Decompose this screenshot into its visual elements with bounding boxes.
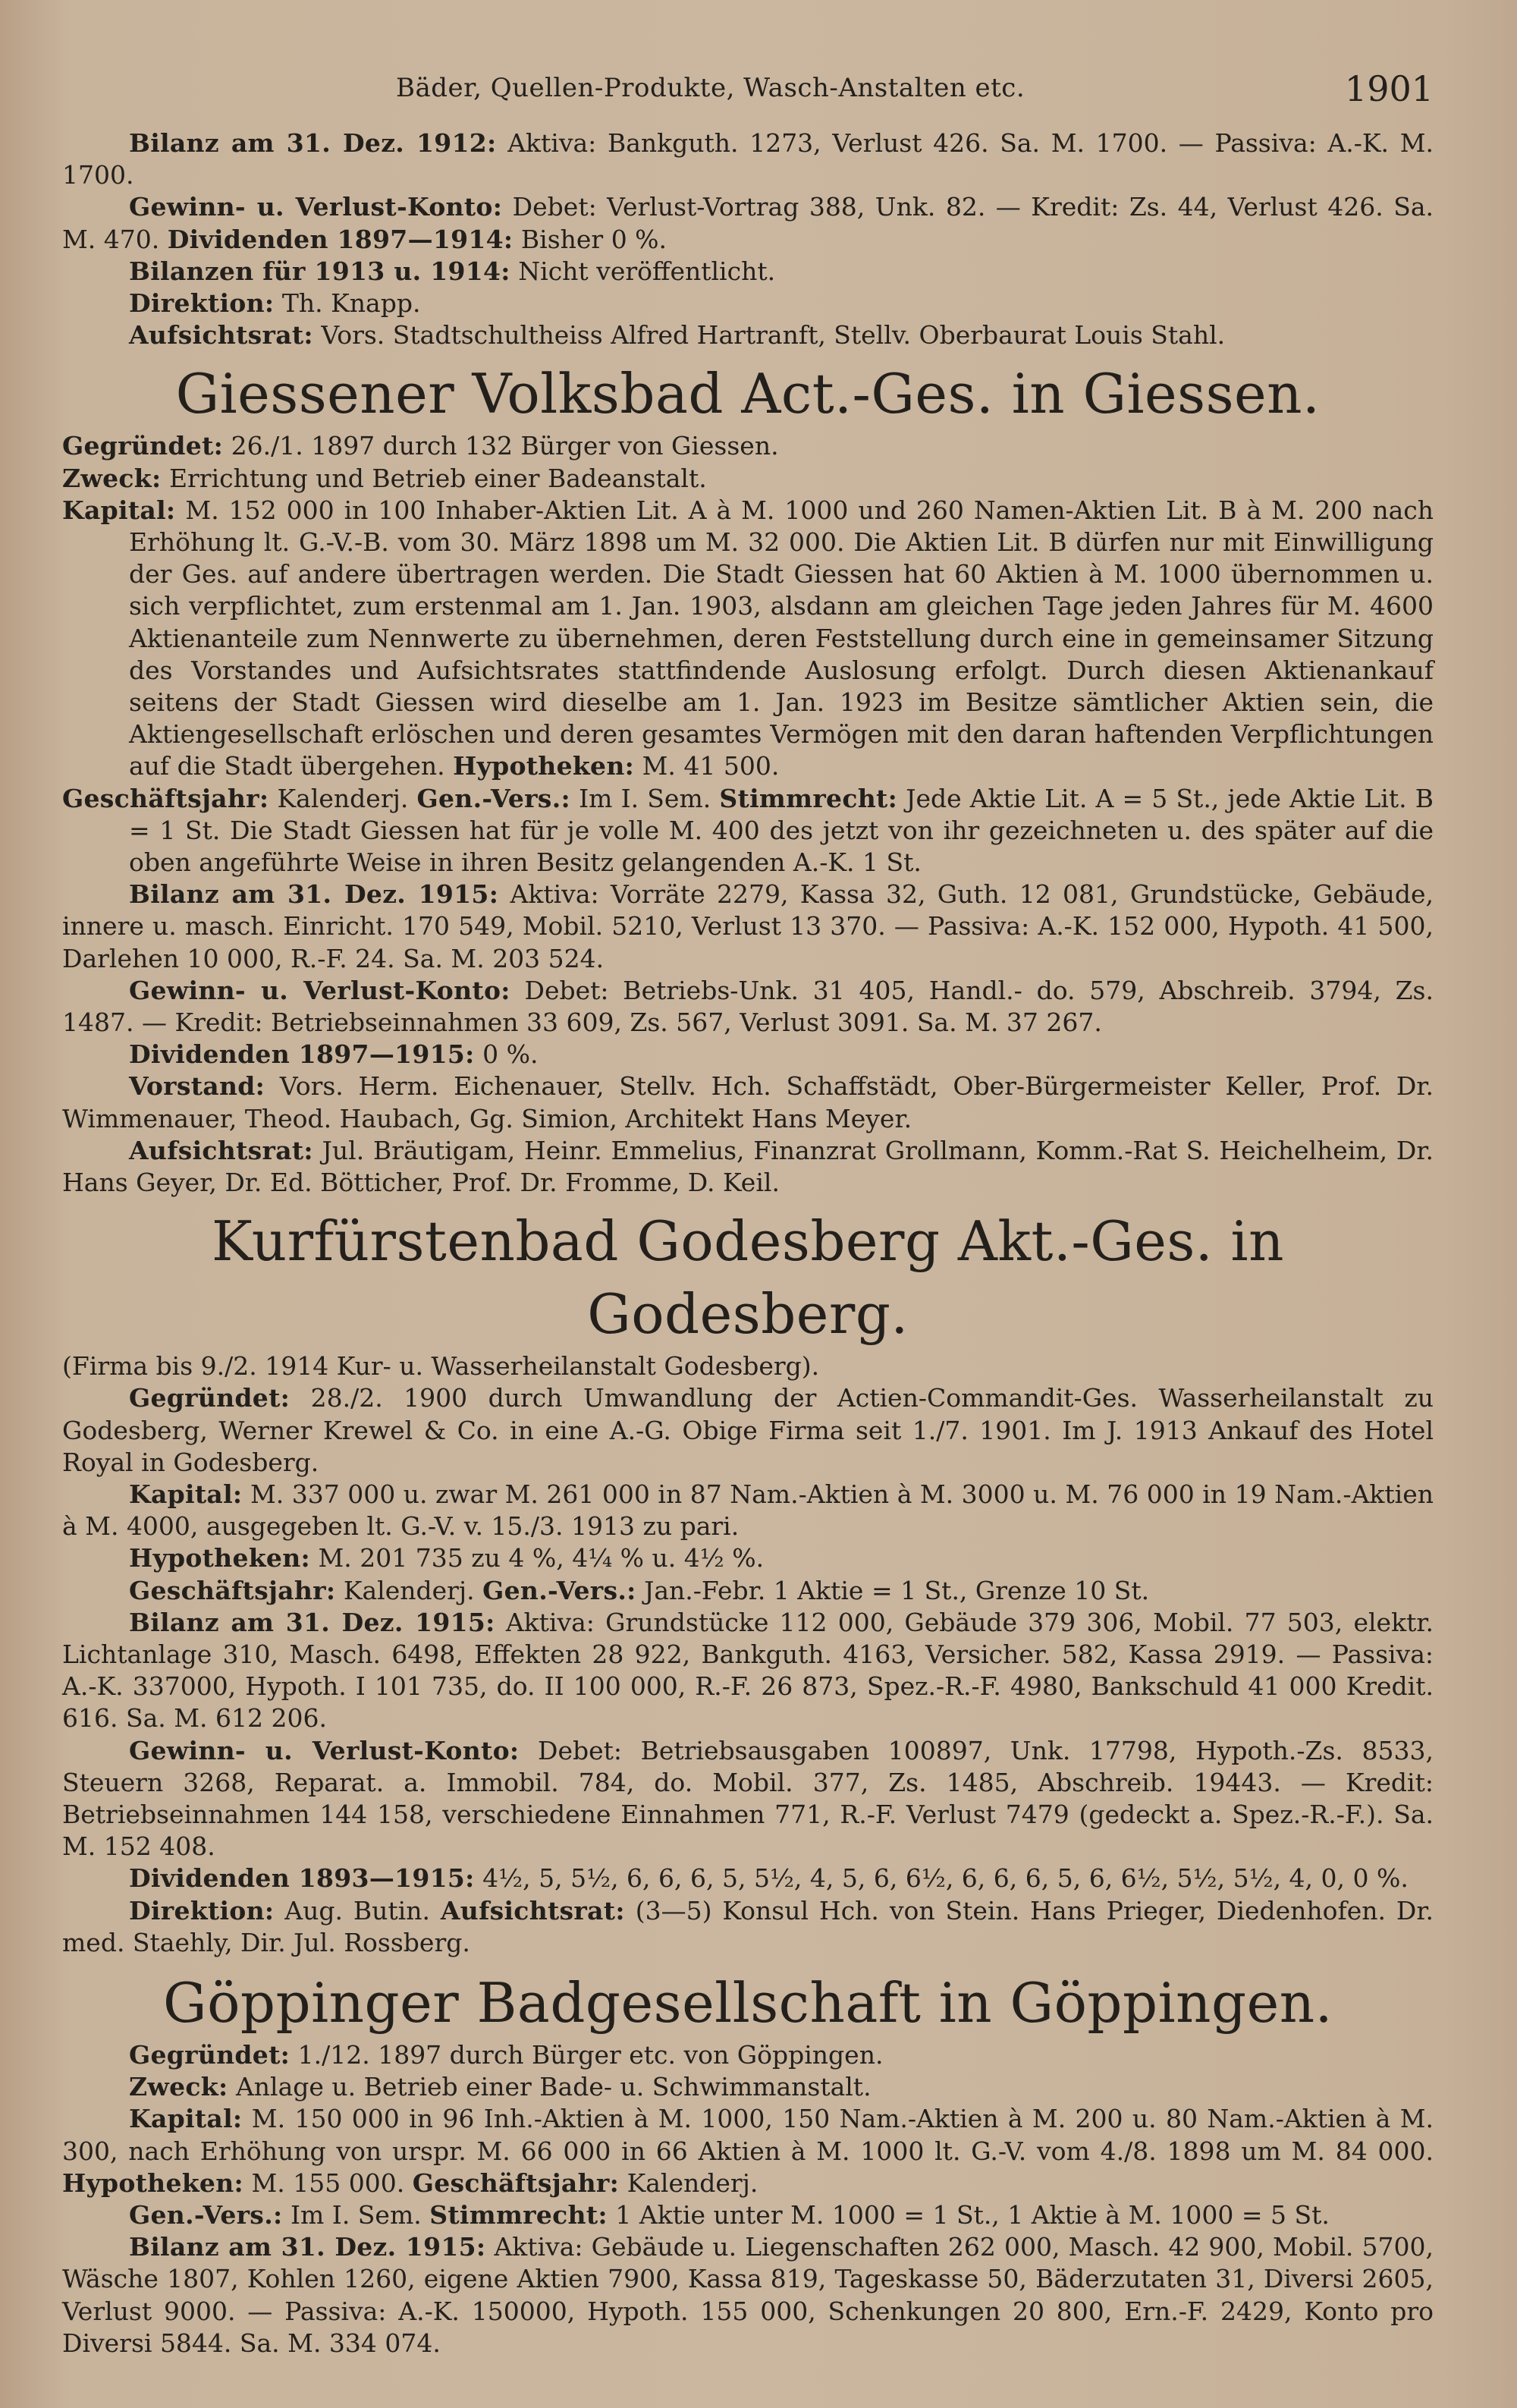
field-label: Stimmrecht: (429, 2199, 608, 2230)
gewinn-verlust (62, 191, 1434, 255)
field-label: Kapital: (129, 1479, 243, 1509)
field-label: Vorstand: (129, 1071, 265, 1102)
field-label: Aufsichtsrat: (129, 320, 313, 351)
gegruendet (62, 430, 1434, 462)
field-text: Jede Aktie Lit. A = 5 St., jede Aktie Lit. B = 1 St. Die Stadt Giessen hat für je volle M. 400 des jetzt von ihr gezeichneten u. des später auf die oben angeführte Weise in ihren Besitz gelangenden A.-K. 1 St. (129, 783, 1434, 878)
page-number: 1901 (1344, 68, 1434, 109)
field-label: Bilanz am 31. Dez. 1915: (129, 879, 499, 910)
field-label: Gegründet: (62, 431, 224, 461)
aufsichtsrat (62, 1135, 1434, 1199)
gewinn-verlust (62, 975, 1434, 1039)
field-label: Bilanz am 31. Dez. 1912: (129, 128, 497, 158)
field-label: Gewinn- u. Verlust-Konto: (129, 1735, 520, 1765)
field-text: Vors. Stadtschultheiss Alfred Hartranft, Stellv. Oberbaurat Louis Stahl. (321, 320, 1226, 351)
field-label: Gegründet: (129, 1383, 291, 1413)
field-text: Im I. Sem. (579, 783, 711, 813)
entry-continued (62, 127, 1434, 351)
dividenden (62, 1039, 1434, 1070)
running-head-title: Bäder, Quellen-Produkte, Wasch-Anstalten etc. (396, 73, 1025, 103)
field-label: Bilanz am 31. Dez. 1915: (129, 1607, 495, 1637)
field-text: Debet: Betriebs-Unk. 31 405, Handl.- do. 579, Abschreib. 3794, Zs. 1487. — Kredit: Betriebseinnahmen 33 609, Zs. 567, Verlust 3091. Sa. M. 37 267. (62, 975, 1434, 1038)
field-text: 1 Aktie unter M. 1000 = 1 St., 1 Aktie à M. 1000 = 5 St. (615, 2199, 1330, 2230)
dividenden (62, 1863, 1434, 1894)
field-label: Aufsichtsrat: (129, 1135, 313, 1165)
field-text: 4½, 5, 5½, 6, 6, 6, 5, 5½, 4, 5, 6, 6½, 6, 6, 6, 5, 6, 6½, 5½, 5½, 4, 0, 0 %. (482, 1863, 1409, 1894)
field-label: Zweck: (62, 463, 162, 493)
field-text: Im I. Sem. (290, 2199, 422, 2230)
bilanz-1915 (62, 2231, 1434, 2359)
field-label: Gewinn- u. Verlust-Konto: (129, 975, 510, 1005)
field-label: Direktion: (129, 288, 275, 319)
field-text: Debet: Verlust-Vortrag 388, Unk. 82. — Kredit: Zs. 44, Verlust 426. Sa. M. 470. (62, 192, 1434, 254)
gen-vers (62, 2199, 1434, 2231)
geschaeftsjahr (62, 1575, 1434, 1607)
direktion (62, 1895, 1434, 1959)
field-label: Gewinn- u. Verlust-Konto: (129, 192, 503, 222)
field-text: 0 %. (482, 1039, 539, 1070)
field-text: Aktiva: Grundstücke 112 000, Gebäude 379 306, Mobil. 77 503, elektr. Lichtanlage 310, Masch. 6498, Effekten 28 922, Bankguth. 4163, Versicher. 582, Kassa 2919. — Passiva: A.-K. 337000, Hypoth. I 101 735, do. II 100 000, R.-F. 26 873, Spez.-R.-F. 4980, Bankschuld 41 000 Kredit. 616. Sa. M. 612 206. (62, 1607, 1434, 1734)
field-label: Dividenden 1897—1915: (129, 1039, 475, 1070)
field-label: Kapital: (129, 2104, 243, 2134)
field-text: M. 337 000 u. zwar M. 261 000 in 87 Nam.-Aktien à M. 3000 u. M. 76 000 in 19 Nam.-Aktien à M. 4000, ausgegeben lt. G.-V. v. 15./3. 1913 zu pari. (62, 1479, 1434, 1542)
bilanz-1915 (62, 879, 1434, 975)
field-label: Gegründet: (129, 2039, 291, 2070)
bilanz-1915 (62, 1607, 1434, 1735)
field-text: M. 201 735 zu 4 %, 4¼ % u. 4½ %. (318, 1543, 765, 1573)
kapital (62, 1479, 1434, 1542)
vorstand (62, 1070, 1434, 1134)
field-text: (3—5) Konsul Hch. von Stein. Hans Prieger, Diedenhofen. Dr. med. Staehly, Dir. Jul. Rossberg. (62, 1895, 1434, 1957)
field-text: Kalenderj. (627, 2168, 758, 2198)
field-text: M. 155 000. (251, 2168, 405, 2198)
entry-title: Göppinger Badgesellschaft in Göppingen. (163, 1970, 1333, 2035)
entry-title: Kurfürstenbad Godesberg Akt.-Ges. in Godesberg. (212, 1209, 1284, 1347)
field-text: Jul. Bräutigam, Heinr. Emmelius, Finanzrat Grollmann, Komm.-Rat S. Heichelheim, Dr. Hans Geyer, Dr. Ed. Bötticher, Prof. Dr. Fromme, D. Keil. (62, 1135, 1434, 1198)
field-label: Bilanz am 31. Dez. 1915: (129, 2232, 486, 2262)
field-label: Hypotheken: (62, 2168, 244, 2198)
kapital (62, 2103, 1434, 2199)
field-label: Hypotheken: (453, 751, 635, 781)
firma-note: (Firma bis 9./2. 1914 Kur- u. Wasserheilanstalt Godesberg). (62, 1351, 820, 1382)
field-label: Direktion: (129, 1895, 275, 1925)
field-text: Aktiva: Gebäude u. Liegenschaften 262 000, Masch. 42 900, Mobil. 5700, Wäsche 1807, Kohlen 1260, eigene Aktien 7900, Kassa 819, Tageskasse 50, Bäderzutaten 31, Diversi 2605, Verlust 9000. — Passiva: A.-K. 150000, Hypoth. 155 000, Schenkungen 20 800, Ern.-F. 2429, Konto pro Diversi 5844. Sa. M. 334 074. (62, 2232, 1434, 2358)
field-text: 1./12. 1897 durch Bürger etc. von Göppingen. (297, 2039, 884, 2070)
field-label: Zweck: (129, 2072, 228, 2102)
field-text: Kalenderj. (277, 783, 409, 813)
gegruendet (62, 1382, 1434, 1479)
field-text: Th. Knapp. (281, 288, 421, 319)
field-text: M. 150 000 in 96 Inh.-Aktien à M. 1000, 150 Nam.-Aktien à M. 200 u. 80 Nam.-Aktien à M. 300, nach Erhöhung von urspr. M. 66 000 in 66 Aktien à M. 1000 lt. G.-V. vom 4./8. 1898 um M. 84 000. (62, 2104, 1434, 2166)
gewinn-verlust (62, 1735, 1434, 1863)
field-text: Anlage u. Betrieb einer Bade- u. Schwimmanstalt. (235, 2072, 872, 2102)
field-text: 28./2. 1900 durch Umwandlung der Actien-Commandit-Ges. Wasserheilanstalt zu Godesberg, Werner Krewel & Co. in eine A.-G. Obige Firma seit 1./7. 1901. Im J. 1913 Ankauf des Hotel Royal in Godesberg. (62, 1383, 1434, 1477)
bilanzen-1913-1914 (62, 256, 1434, 288)
field-text: M. 152 000 in 100 Inhaber-Aktien Lit. A à M. 1000 und 260 Namen-Aktien Lit. B à M. 200 nach Erhöhung lt. G.-V.-B. vom 30. März 1898 um M. 32 000. Die Aktien Lit. B dürfen nur mit Einwilligung der Ges. auf andere übertragen werden. Die Stadt Giessen hat 60 Aktien à M. 1000 übernommen u. sich verpflichtet, zum erstenmal am 1. Jan. 1903, alsdann am gleichen Tage jeden Jahres für M. 4600 Aktienanteile zum Nennwerte zu übernehmen, deren Feststellung durch eine in gemeinsamer Sitzung des Vorstandes und Aufsichtsrates stattfindende Auslosung erfolgt. Durch diesen Aktienankauf seitens der Stadt Giessen wird dieselbe am 1. Jan. 1923 im Besitze sämtlicher Aktien sein, die Aktiengesellschaft erlöschen und deren gesamtes Vermögen mit den daran haftenden Verpflichtungen auf die Stadt übergehen. (129, 495, 1434, 781)
direktion (62, 288, 1434, 319)
entry-goeppinger-badgesellschaft (62, 1966, 1434, 2359)
kapital (62, 495, 1434, 783)
field-label: Aufsichtsrat: (440, 1895, 625, 1925)
field-text: Jan.-Febr. 1 Aktie = 1 St., Grenze 10 St. (644, 1575, 1150, 1605)
gegruendet (62, 2039, 1434, 2071)
field-label: Geschäftsjahr: (129, 1575, 336, 1605)
field-label: Geschäftsjahr: (62, 783, 269, 813)
bilanz-1912 (62, 127, 1434, 191)
field-text: Bisher 0 %. (520, 224, 667, 254)
field-text: Errichtung und Betrieb einer Badeanstalt. (168, 463, 707, 493)
entry-title: Giessener Volksbad Act.-Ges. in Giessen. (175, 362, 1321, 426)
field-text: Aktiva: Vorräte 2279, Kassa 32, Guth. 12 081, Grundstücke, Gebäude, innere u. masch. Einricht. 170 549, Mobil. 5210, Verlust 13 370. — Passiva: A.-K. 152 000, Hypoth. 41 500, Darlehen 10 000, R.-F. 24. Sa. M. 203 524. (62, 879, 1434, 973)
field-text: Vors. Herm. Eichenauer, Stellv. Hch. Schaffstädt, Ober-Bürgermeister Keller, Prof. Dr. Wimmenauer, Theod. Haubach, Gg. Simion, Architekt Hans Meyer. (62, 1071, 1434, 1133)
zweck (62, 463, 1434, 495)
field-label: Stimmrecht: (719, 783, 898, 813)
field-text: 26./1. 1897 durch 132 Bürger von Giessen. (231, 431, 779, 461)
entry-giessener-volksbad (62, 357, 1434, 1199)
field-label: Hypotheken: (129, 1543, 311, 1573)
aufsichtsrat (62, 319, 1434, 351)
running-head (62, 67, 1434, 127)
entry-kurfuerstenbad-godesberg (62, 1205, 1434, 1959)
field-text: Debet: Betriebsausgaben 100897, Unk. 17798, Hypoth.-Zs. 8533, Steuern 3268, Reparat. a. Immobil. 784, do. Mobil. 377, Zs. 1485, Abschreib. 19443. — Kredit: Betriebseinnahmen 144 158, verschiedene Einnahmen 771, R.-F. Verlust 7479 (gedeckt a. Spez.-R.-F.). Sa. M. 152 408. (62, 1735, 1434, 1862)
field-label: Gen.-Vers.: (129, 2199, 283, 2230)
page (62, 67, 1434, 2359)
field-label: Dividenden 1897—1914: (167, 224, 514, 254)
field-label: Geschäftsjahr: (412, 2168, 620, 2198)
zweck (62, 2071, 1434, 2103)
geschaeftsjahr (62, 783, 1434, 879)
field-text: Kalenderj. (343, 1575, 475, 1605)
field-label: Gen.-Vers.: (482, 1575, 636, 1605)
field-text: M. 41 500. (642, 751, 780, 781)
field-text: Aktiva: Bankguth. 1273, Verlust 426. Sa. M. 1700. — Passiva: A.-K. M. 1700. (62, 128, 1434, 190)
hypotheken (62, 1542, 1434, 1574)
field-label: Kapital: (62, 495, 176, 525)
field-label: Bilanzen für 1913 u. 1914: (129, 256, 510, 286)
field-label: Gen.-Vers.: (416, 783, 570, 813)
field-text: Nicht veröffentlicht. (518, 256, 776, 286)
field-text: Aug. Butin. (284, 1895, 430, 1925)
field-label: Dividenden 1893—1915: (129, 1863, 475, 1894)
